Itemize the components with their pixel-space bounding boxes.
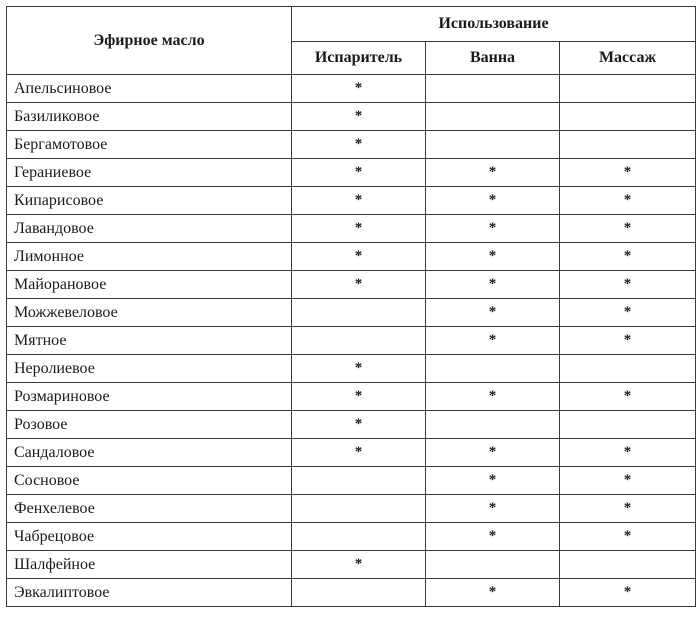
- usage-cell-vaporizer: [292, 523, 426, 551]
- usage-cell-vaporizer: [292, 467, 426, 495]
- table-row: [7, 411, 696, 439]
- usage-cell-vaporizer: [292, 327, 426, 355]
- table-row: [7, 159, 696, 187]
- table-row: [7, 355, 696, 383]
- table-row: [7, 467, 696, 495]
- usage-cell-vaporizer: *: [292, 383, 426, 411]
- table-row: [7, 75, 696, 103]
- table-row: [7, 187, 696, 215]
- usage-cell-vaporizer: *: [292, 243, 426, 271]
- usage-cell-massage: *: [560, 187, 696, 215]
- usage-cell-bath: *: [426, 187, 560, 215]
- usage-cell-massage: *: [560, 243, 696, 271]
- usage-cell-bath: [426, 355, 560, 383]
- usage-cell-vaporizer: [292, 299, 426, 327]
- usage-cell-vaporizer: *: [292, 187, 426, 215]
- usage-cell-bath: *: [426, 579, 560, 607]
- usage-cell-vaporizer: *: [292, 215, 426, 243]
- oil-name-cell: Гераниевое: [7, 159, 292, 187]
- table-row: [7, 103, 696, 131]
- usage-cell-massage: [560, 75, 696, 103]
- oil-name-cell: Лавандовое: [7, 215, 292, 243]
- usage-cell-vaporizer: *: [292, 103, 426, 131]
- table-row: [7, 439, 696, 467]
- usage-cell-massage: *: [560, 495, 696, 523]
- table-row: [7, 523, 696, 551]
- table-row: [7, 299, 696, 327]
- usage-cell-massage: [560, 551, 696, 579]
- usage-cell-massage: *: [560, 215, 696, 243]
- usage-cell-bath: *: [426, 523, 560, 551]
- header-usage: Использование: [292, 7, 696, 42]
- usage-cell-vaporizer: *: [292, 439, 426, 467]
- table-row: [7, 215, 696, 243]
- usage-cell-bath: [426, 103, 560, 131]
- usage-cell-vaporizer: *: [292, 551, 426, 579]
- oil-name-cell: Сосновое: [7, 467, 292, 495]
- oil-name-cell: Мятное: [7, 327, 292, 355]
- header-column-bath: Ванна: [426, 42, 560, 75]
- usage-cell-massage: [560, 103, 696, 131]
- oil-name-cell: Лимонное: [7, 243, 292, 271]
- oil-name-cell: Эвкалиптовое: [7, 579, 292, 607]
- oil-name-cell: Бергамотовое: [7, 131, 292, 159]
- usage-cell-massage: *: [560, 523, 696, 551]
- header-column-vaporizer: Испаритель: [292, 42, 426, 75]
- usage-cell-bath: [426, 131, 560, 159]
- usage-cell-bath: *: [426, 271, 560, 299]
- usage-cell-massage: *: [560, 271, 696, 299]
- header-oil: Эфирное масло: [7, 7, 292, 75]
- usage-cell-vaporizer: *: [292, 75, 426, 103]
- usage-cell-bath: [426, 411, 560, 439]
- usage-cell-bath: *: [426, 495, 560, 523]
- oil-name-cell: Розмариновое: [7, 383, 292, 411]
- usage-cell-bath: [426, 75, 560, 103]
- usage-cell-massage: *: [560, 159, 696, 187]
- oil-name-cell: Апельсиновое: [7, 75, 292, 103]
- header-column-massage: Массаж: [560, 42, 696, 75]
- table-row: [7, 271, 696, 299]
- usage-cell-massage: *: [560, 579, 696, 607]
- oil-name-cell: Чабрецовое: [7, 523, 292, 551]
- usage-cell-bath: [426, 551, 560, 579]
- usage-cell-bath: *: [426, 467, 560, 495]
- table-row: [7, 383, 696, 411]
- oil-name-cell: Майорановое: [7, 271, 292, 299]
- usage-cell-vaporizer: *: [292, 131, 426, 159]
- oil-name-cell: Базиликовое: [7, 103, 292, 131]
- usage-cell-massage: [560, 131, 696, 159]
- usage-cell-vaporizer: *: [292, 411, 426, 439]
- usage-cell-bath: *: [426, 383, 560, 411]
- usage-cell-massage: [560, 411, 696, 439]
- usage-cell-massage: *: [560, 439, 696, 467]
- usage-cell-massage: *: [560, 299, 696, 327]
- oil-name-cell: Фенхелевое: [7, 495, 292, 523]
- usage-cell-vaporizer: [292, 495, 426, 523]
- table-row: [7, 131, 696, 159]
- oil-name-cell: Можжевеловое: [7, 299, 292, 327]
- usage-cell-bath: *: [426, 299, 560, 327]
- table-row: [7, 327, 696, 355]
- usage-cell-massage: *: [560, 327, 696, 355]
- usage-cell-massage: *: [560, 383, 696, 411]
- usage-cell-vaporizer: [292, 579, 426, 607]
- usage-cell-vaporizer: *: [292, 355, 426, 383]
- oil-name-cell: Кипарисовое: [7, 187, 292, 215]
- table-row: [7, 495, 696, 523]
- usage-cell-vaporizer: *: [292, 271, 426, 299]
- table-row: [7, 243, 696, 271]
- essential-oil-usage-table: [6, 6, 696, 607]
- usage-cell-bath: *: [426, 327, 560, 355]
- table-row: [7, 579, 696, 607]
- oil-name-cell: Розовое: [7, 411, 292, 439]
- table-body: [7, 75, 696, 607]
- usage-cell-bath: *: [426, 243, 560, 271]
- usage-cell-bath: *: [426, 439, 560, 467]
- oil-name-cell: Шалфейное: [7, 551, 292, 579]
- table-row: [7, 551, 696, 579]
- usage-cell-massage: [560, 355, 696, 383]
- usage-cell-vaporizer: *: [292, 159, 426, 187]
- oil-name-cell: Сандаловое: [7, 439, 292, 467]
- usage-cell-massage: *: [560, 467, 696, 495]
- usage-cell-bath: *: [426, 215, 560, 243]
- usage-cell-bath: *: [426, 159, 560, 187]
- oil-name-cell: Неролиевое: [7, 355, 292, 383]
